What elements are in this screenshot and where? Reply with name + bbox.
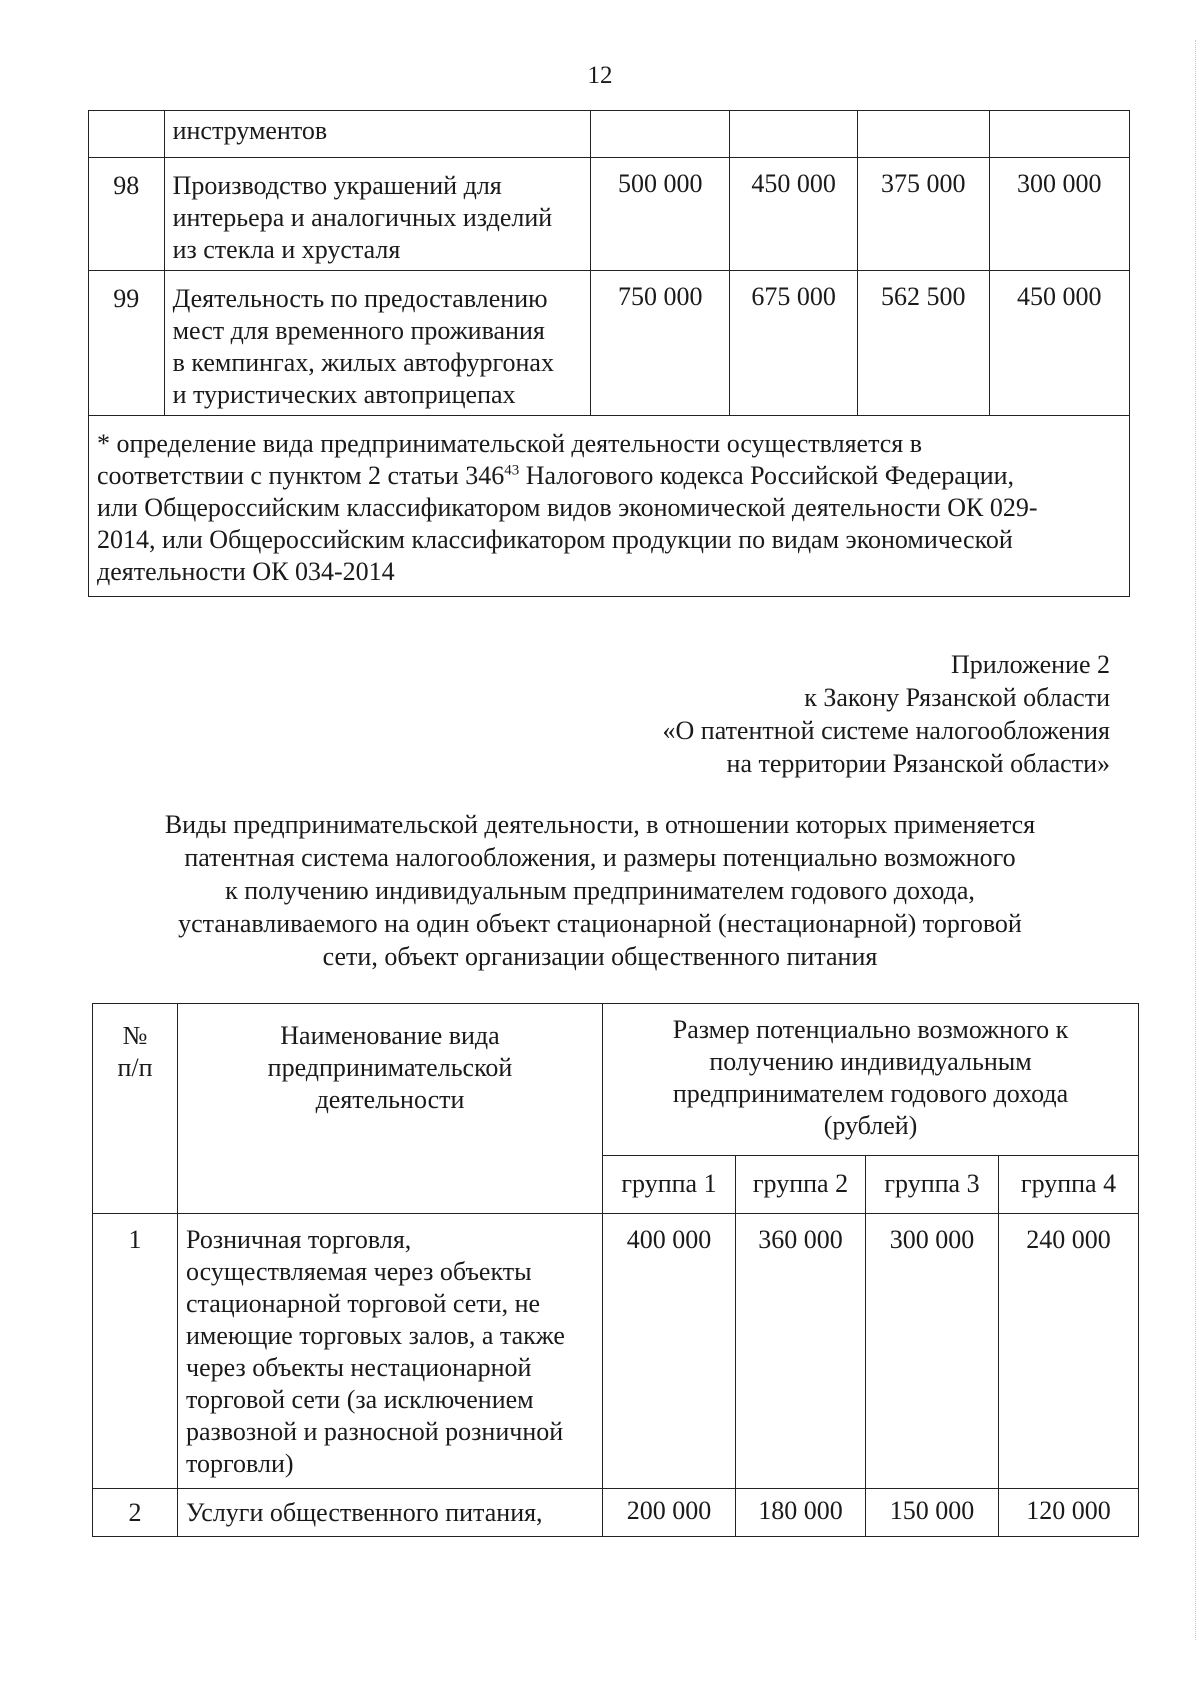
- value-group-2: 675 000: [730, 271, 857, 416]
- activity-name: Производство украшений для интерьера и аналогичных изделий из стекла и хрусталя: [164, 158, 591, 271]
- value-group-1: 200 000: [603, 1489, 736, 1537]
- table-row: [89, 111, 1130, 158]
- scan-margin-line: [1194, 40, 1196, 1640]
- activity-name: инструментов: [164, 111, 591, 158]
- table-row: [93, 1214, 1139, 1489]
- row-number: 2: [93, 1489, 178, 1537]
- table-row: [93, 1489, 1139, 1537]
- value-group-4: 240 000: [999, 1214, 1139, 1489]
- value-group-3: [857, 111, 989, 158]
- row-number: 98: [89, 158, 165, 271]
- activity-name: Услуги общественного питания,: [178, 1489, 603, 1537]
- table-row: [89, 158, 1130, 271]
- row-number: 99: [89, 271, 165, 416]
- value-group-4: 300 000: [989, 158, 1129, 271]
- activity-name: Деятельность по предоставлению мест для временного проживания в кемпингах, жилых автофургонах и туристических автоприцепах: [164, 271, 591, 416]
- header-group-4: группа 4: [999, 1156, 1139, 1214]
- header-number: № п/п: [93, 1004, 178, 1214]
- header-income-size: Размер потенциально возможного к получению индивидуальным предпринимателем годового дохода (рублей): [603, 1004, 1139, 1156]
- value-group-3: 300 000: [866, 1214, 999, 1489]
- header-group-1: группа 1: [603, 1156, 736, 1214]
- row-number: [89, 111, 165, 158]
- value-group-3: 562 500: [857, 271, 989, 416]
- table-row: [89, 271, 1130, 416]
- value-group-4: 120 000: [999, 1489, 1139, 1537]
- value-group-2: [730, 111, 857, 158]
- header-group-2: группа 2: [736, 1156, 866, 1214]
- value-group-1: 400 000: [603, 1214, 736, 1489]
- activity-name: Розничная торговля, осуществляемая через объекты стационарной торговой сети, не имеющие торговых залов, а также через объекты нестационарной торговой сети (за исключением развозной и разносной розничной торговли): [178, 1214, 603, 1489]
- value-group-2: 180 000: [736, 1489, 866, 1537]
- value-group-1: 750 000: [591, 271, 730, 416]
- value-group-1: [591, 111, 730, 158]
- activity-income-table: [92, 1003, 1139, 1537]
- value-group-3: 150 000: [866, 1489, 999, 1537]
- value-group-2: 450 000: [730, 158, 857, 271]
- value-group-4: 450 000: [989, 271, 1129, 416]
- row-number: 1: [93, 1214, 178, 1489]
- value-group-2: 360 000: [736, 1214, 866, 1489]
- value-group-4: [989, 111, 1129, 158]
- document-title: Виды предпринимательской деятельности, в отношении которых применяется патентная система налогообложения, и размеры потенциально возможного к получению индивидуальным предпринимателем годового дохода, устанавливаемого на один объект стационарной (нестационарной) торговой сети, объект организации общественного питания: [164, 810, 1036, 971]
- appendix-heading: Приложение 2 к Закону Рязанской области «О патентной системе налогообложения на территории Рязанской области»: [662, 650, 1110, 778]
- footnote-row: [89, 416, 1130, 597]
- activity-table-continuation: [88, 110, 1130, 597]
- footnote: * определение вида предпринимательской деятельности осуществляется в соответствии с пунктом 2 статьи $346^{43}$ Налогового кодекса Российской Федерации, или Общероссийским классификатором видов экономической деятельности ОК 029- 2014, или Общероссийским классификатором продукции по видам экономической деятельности ОК 034-2014: [89, 416, 1130, 597]
- table-header-row: [93, 1004, 1139, 1156]
- header-activity-name: Наименование вида предпринимательской деятельности: [178, 1004, 603, 1214]
- value-group-1: 500 000: [591, 158, 730, 271]
- header-group-3: группа 3: [866, 1156, 999, 1214]
- page-number: 12: [587, 62, 613, 89]
- value-group-3: 375 000: [857, 158, 989, 271]
